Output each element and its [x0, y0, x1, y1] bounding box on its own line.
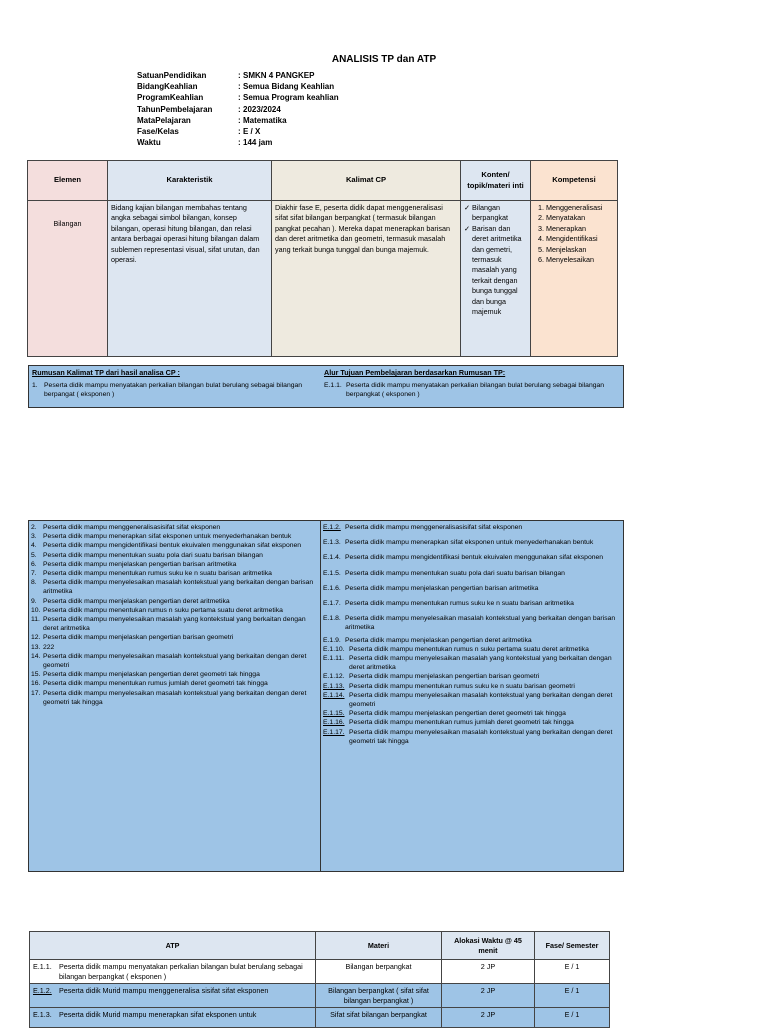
tp-item: 6. Peserta didik mampu menjelaskan pengertian barisan aritmetika	[31, 560, 237, 568]
tp-item: 4. Peserta didik mampu mengidentifikasi bentuk ekuivalen menggunakan sifat eksponen	[31, 542, 302, 550]
atp-item: E.1.15. Peserta didik mampu menjelaskan pengertian deret geometri tak hingga	[323, 710, 566, 718]
atp-item: E.1.10. Peserta didik mampu menentukan rumus n suku pertama suatu deret aritmetika	[323, 645, 589, 653]
identity-row: TahunPembelajaran : 2023/2024	[137, 104, 281, 114]
tp-item: 2. Peserta didik mampu menggeneralisasisifat sifat eksponen	[31, 524, 221, 531]
atp-item: E.1.2. Peserta didik mampu menggeneralisasisifat sifat eksponen	[323, 524, 523, 531]
tp-panel-2	[28, 520, 624, 872]
header-karakteristik: Karakteristik	[108, 161, 272, 201]
atp-item: E.1.5. Peserta didik mampu menentukan suatu pola dari suatu barisan bilangan	[323, 569, 565, 577]
header-alokasi: Alokasi Waktu @ 45 menit	[442, 932, 535, 960]
cell-alokasi: 2 JP	[442, 960, 535, 984]
atp-item: E.1.17. Peserta didik mampu menyelesaikan masalah kontekstual yang berkaitan dengan deret geometri tak hingga	[323, 728, 613, 745]
cell-kalimat-cp: Diakhir fase E, peserta didik dapat menggeneralisasi sifat sifat bilangan berpangkat ( termasuk bilangan pangkat pecahan ). Mereka dapat menerapkan barisan dan deret aritmetika dan geometri, termasuk masalah yang terkait bunga tunggal dan bunga majemuk.	[272, 201, 461, 357]
kompetensi-item: 5. Menjelaskan	[546, 245, 614, 255]
cell-fase: E / 1	[535, 984, 610, 1008]
atp-item: E.1.9. Peserta didik mampu menjelaskan pengertian deret aritmetika	[323, 636, 532, 644]
tp-item: 3. Peserta didik mampu menerapkan sifat eksponen untuk menyederhanakan bentuk	[31, 533, 292, 541]
cell-materi: Bilangan berpangkat	[316, 960, 442, 984]
cell-alokasi: 2 JP	[442, 1008, 535, 1028]
cell-karakteristik: Bidang kajian bilangan membahas tentang angka sebagai simbol bilangan, konsep bilangan, operasi hitung bilangan, dan relasi antara berbagai operasi hitung bilangan dalam sublemen representasi visual, sifat urutan, dan operasi.	[108, 201, 272, 357]
tp-item: 13. 222	[31, 643, 55, 651]
tp-item: 7. Peserta didik mampu menentukan rumus suku ke n suatu barisan aritmetika	[31, 570, 272, 578]
cell-atp: E.1.1. Peserta didik mampu menyatakan perkalian bilangan bulat berulang sebagai bilangan berpangkat ( eksponen )	[30, 960, 316, 984]
atp-item: E.1.13. Peserta didik mampu menentukan rumus suku ke n suatu barisan geometri	[323, 682, 575, 690]
atp-item: E.1.1. Peserta didik mampu menyatakan perkalian bilangan bulat berulang sebagai bilangan berpangkat ( eksponen )	[324, 382, 605, 399]
header-fase: Fase/ Semester	[535, 932, 610, 960]
kompetensi-item: 1. Menggeneralisasi	[546, 203, 614, 213]
tp-column	[32, 368, 320, 407]
header-elemen: Elemen	[28, 161, 108, 201]
tp-item: 10. Peserta didik mampu menentukan rumus n suku pertama suatu deret aritmetika	[31, 606, 283, 614]
header-kalimat-cp: Kalimat CP	[272, 161, 461, 201]
kompetensi-item: 3. Menerapkan	[546, 224, 614, 234]
identity-block	[137, 70, 339, 148]
konten-item: ✓ Barisan dan deret aritmetika dan gemetri, termasuk masalah yang terkait dengan bunga tunggal dan bunga majemuk	[472, 224, 527, 318]
header-kompetensi: Kompetensi	[531, 161, 618, 201]
atp-item: E.1.7. Peserta didik mampu menentukan rumus suku ke n suatu barisan aritmetika	[323, 600, 574, 608]
konten-item: ✓ Bilangan berpangkat	[472, 203, 527, 224]
cell-konten	[461, 201, 531, 357]
atp-item: E.1.16. Peserta didik mampu menentukan rumus jumlah deret geometri tak hingga	[323, 719, 574, 727]
identity-row: Waktu : 144 jam	[137, 138, 273, 148]
tp-item: 8. Peserta didik mampu menyelesaikan masalah kontekstual yang berkaitan dengan barisan aritmetika	[31, 579, 314, 596]
cell-fase: E / 1	[535, 960, 610, 984]
kompetensi-item: 4. Mengidentifikasi	[546, 234, 614, 244]
kompetensi-item: 6. Menyelesaikan	[546, 255, 614, 265]
analysis-table	[27, 160, 618, 357]
tp-item: 12. Peserta didik mampu menjelaskan pengertian barisan geometri	[31, 634, 234, 642]
cell-atp: E.1.3. Peserta didik Murid mampu menerapkan sifat eksponen untuk	[30, 1008, 316, 1028]
cell-alokasi: 2 JP	[442, 984, 535, 1008]
identity-row: BidangKeahlian : Semua Bidang Keahlian	[137, 82, 335, 92]
atp-item: E.1.11. Peserta didik mampu menyelesaikan masalah yang kontekstual yang berkaitan dengan deret aritmetika	[323, 655, 612, 672]
atp-column	[323, 523, 619, 871]
tp-item: 11. Peserta didik mampu menyelesaikan masalah yang kontekstual yang berkaitan dengan deret aritmetika	[31, 616, 306, 633]
document-title: ANALISIS TP dan ATP	[331, 54, 437, 65]
cell-materi: Bilangan berpangkat ( sifat sifat bilangan berpangkat )	[316, 984, 442, 1008]
identity-row: Fase/Kelas : E / X	[137, 127, 261, 137]
tp-item: 16. Peserta didik mampu menentukan rumus jumlah deret geometri tak hingga	[31, 680, 268, 688]
atp-table	[29, 931, 610, 1028]
atp-column	[324, 368, 620, 407]
cell-atp: E.1.2. Peserta didik Murid mampu menggeneralisa sisifat sifat eksponen	[30, 984, 316, 1008]
atp-item: E.1.3. Peserta didik mampu menerapkan sifat eksponen untuk menyederhanakan bentuk	[323, 539, 594, 547]
identity-row: ProgramKeahlian : Semua Program keahlian	[137, 93, 339, 103]
tp-item: 5. Peserta didik mampu menentukan suatu pola dari suatu barisan bilangan	[31, 551, 263, 559]
tp-item: 15. Peserta didik mampu menjelaskan pengertian deret geometri tak hingga	[31, 671, 260, 679]
tp-item: 1. Peserta didik mampu menyatakan perkalian bilangan bulat berulang sebagai bilangan berpangat ( eksponen )	[32, 382, 303, 399]
cell-fase: E / 1	[535, 1008, 610, 1028]
table-row	[30, 960, 610, 984]
tp-header: Rumusan Kalimat TP dari hasil analisa CP :	[32, 368, 180, 377]
atp-item: E.1.14. Peserta didik mampu menyelesaikan masalah kontekstual yang berkaitan dengan deret geometri	[323, 691, 613, 709]
atp-header: Alur Tujuan Pembelajaran berdasarkan Rumusan TP:	[324, 368, 506, 377]
tp-item: 14. Peserta didik mampu menyelesaikan masalah kontekstual yang berkaitan dengan deret geometri	[31, 652, 307, 670]
atp-item: E.1.6. Peserta didik mampu menjelaskan pengertian barisan aritmetika	[323, 584, 539, 592]
atp-item: E.1.8. Peserta didik mampu menyelesaikan masalah kontekstual yang berkaitan dengan barisan aritmetika	[323, 615, 616, 632]
cell-elemen: Bilangan	[28, 201, 108, 357]
tp-column	[31, 523, 319, 871]
tp-panel-1	[28, 365, 624, 408]
atp-item: E.1.4. Peserta didik mampu mengidentifikasi bentuk ekuivalen menggunakan sifat eksponen	[323, 554, 604, 562]
cell-materi: Sifat sifat bilangan berpangkat	[316, 1008, 442, 1028]
header-materi: Materi	[316, 932, 442, 960]
header-konten: Konten/ topik/materi inti	[461, 161, 531, 201]
identity-row: SatuanPendidikan : SMKN 4 PANGKEP	[137, 71, 315, 80]
identity-row: MataPelajaran : Matematika	[137, 115, 287, 125]
tp-item: 17. Peserta didik mampu menyelesaikan masalah kontekstual yang berkaitan dengan deret geometri tak hingga	[31, 689, 307, 706]
table-row	[30, 1008, 610, 1028]
cell-kompetensi	[531, 201, 618, 357]
atp-item: E.1.12. Peserta didik mampu menjelaskan pengertian barisan geometri	[323, 673, 540, 681]
kompetensi-item: 2. Menyatakan	[546, 213, 614, 223]
header-atp: ATP	[30, 932, 316, 960]
column-divider	[320, 521, 321, 871]
tp-item: 9. Peserta didik mampu menjelaskan pengertian deret aritmetika	[31, 597, 230, 605]
table-row	[30, 984, 610, 1008]
